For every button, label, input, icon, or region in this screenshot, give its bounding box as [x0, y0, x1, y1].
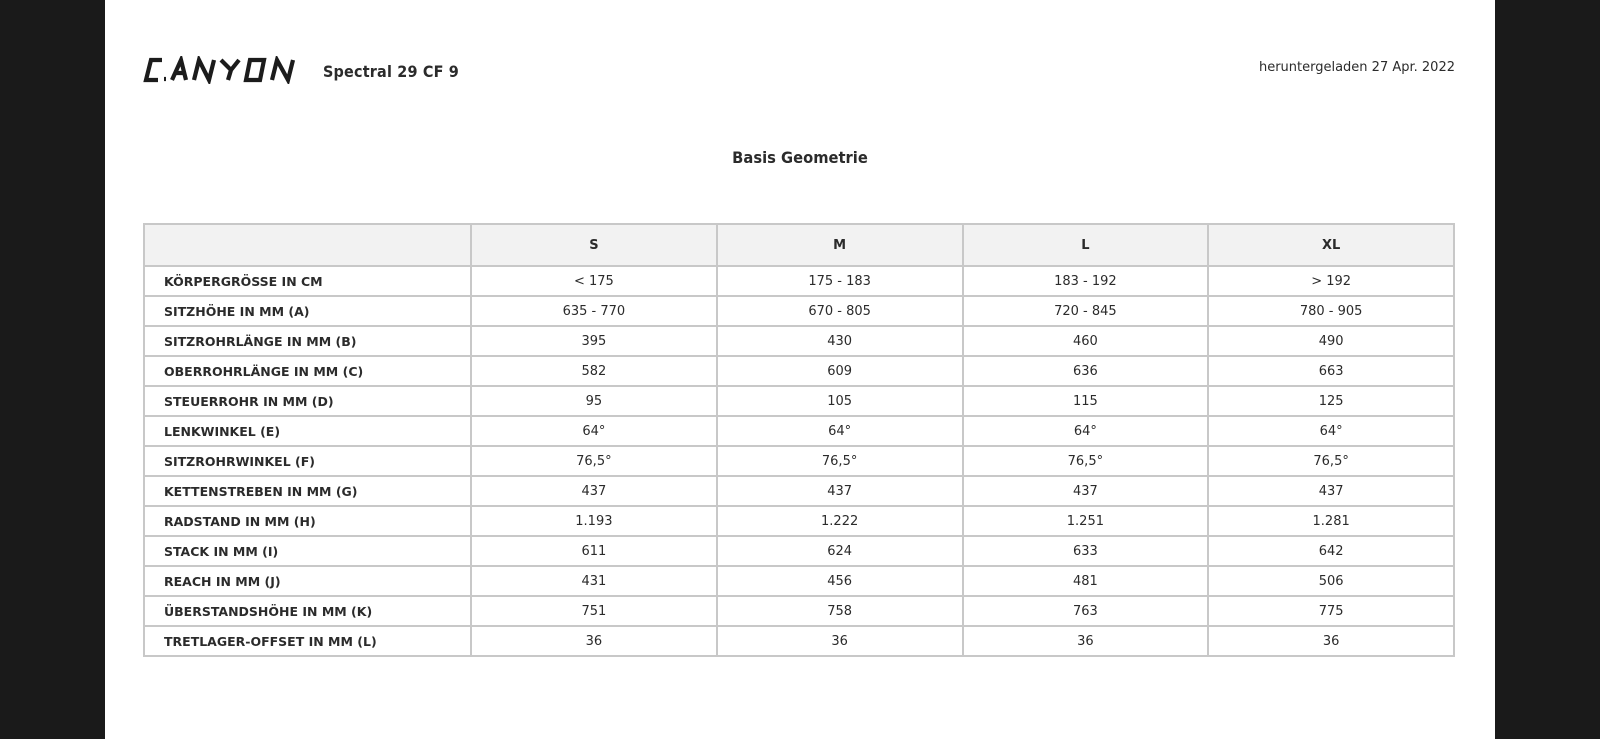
section-title: Basis Geometrie: [732, 148, 868, 167]
column-header-blank: [144, 224, 471, 266]
table-cell: 636: [963, 356, 1209, 386]
table-cell: 642: [1208, 536, 1454, 566]
table-cell: 1.222: [717, 506, 963, 536]
column-header-l: L: [963, 224, 1209, 266]
table-cell: < 175: [471, 266, 717, 296]
table-cell: 36: [1208, 626, 1454, 656]
table-cell: 36: [471, 626, 717, 656]
table-cell: 1.193: [471, 506, 717, 536]
row-label: STEUERROHR IN MM (D): [144, 386, 471, 416]
table-cell: 751: [471, 596, 717, 626]
table-header-row: [144, 224, 1454, 266]
table-cell: 437: [717, 476, 963, 506]
table-cell: 76,5°: [471, 446, 717, 476]
table-cell: 76,5°: [717, 446, 963, 476]
row-label: LENKWINKEL (E): [144, 416, 471, 446]
table-cell: 611: [471, 536, 717, 566]
row-label: ÜBERSTANDSHÖHE IN MM (K): [144, 596, 471, 626]
table-cell: 105: [717, 386, 963, 416]
table-cell: 1.251: [963, 506, 1209, 536]
table-cell: 490: [1208, 326, 1454, 356]
column-header-m: M: [717, 224, 963, 266]
table-cell: 64°: [471, 416, 717, 446]
row-label: RADSTAND IN MM (H): [144, 506, 471, 536]
row-label: KÖRPERGRÖSSE IN CM: [144, 266, 471, 296]
table-row: [144, 266, 1454, 296]
table-row: [144, 566, 1454, 596]
table-cell: 115: [963, 386, 1209, 416]
table-row: [144, 626, 1454, 656]
table-cell: 64°: [1208, 416, 1454, 446]
table-cell: 775: [1208, 596, 1454, 626]
column-header-s: S: [471, 224, 717, 266]
table-row: [144, 596, 1454, 626]
table-cell: 582: [471, 356, 717, 386]
table-cell: 758: [717, 596, 963, 626]
table-cell: 633: [963, 536, 1209, 566]
table-cell: 437: [963, 476, 1209, 506]
table-cell: 36: [717, 626, 963, 656]
row-label: REACH IN MM (J): [144, 566, 471, 596]
table-cell: 64°: [717, 416, 963, 446]
table-row: [144, 356, 1454, 386]
table-cell: 76,5°: [1208, 446, 1454, 476]
table-cell: 95: [471, 386, 717, 416]
row-label: SITZROHRLÄNGE IN MM (B): [144, 326, 471, 356]
row-label: TRETLAGER-OFFSET IN MM (L): [144, 626, 471, 656]
table-cell: 456: [717, 566, 963, 596]
table-cell: 663: [1208, 356, 1454, 386]
table-cell: 624: [717, 536, 963, 566]
table-row: [144, 296, 1454, 326]
table-row: [144, 446, 1454, 476]
table-cell: 430: [717, 326, 963, 356]
table-cell: 64°: [963, 416, 1209, 446]
table-cell: 670 - 805: [717, 296, 963, 326]
row-label: SITZROHRWINKEL (F): [144, 446, 471, 476]
table-cell: 481: [963, 566, 1209, 596]
canyon-logo: [142, 56, 304, 84]
table-cell: > 192: [1208, 266, 1454, 296]
table-cell: 76,5°: [963, 446, 1209, 476]
row-label: OBERROHRLÄNGE IN MM (C): [144, 356, 471, 386]
table-cell: 437: [471, 476, 717, 506]
table-cell: 460: [963, 326, 1209, 356]
table-cell: 125: [1208, 386, 1454, 416]
download-date: heruntergeladen 27 Apr. 2022: [1258, 60, 1455, 75]
table-cell: 437: [1208, 476, 1454, 506]
column-header-xl: XL: [1208, 224, 1454, 266]
table-row: [144, 326, 1454, 356]
table-cell: 720 - 845: [963, 296, 1209, 326]
table-cell: 763: [963, 596, 1209, 626]
table-cell: 506: [1208, 566, 1454, 596]
table-cell: 1.281: [1208, 506, 1454, 536]
table-row: [144, 386, 1454, 416]
table-row: [144, 416, 1454, 446]
table-row: [144, 476, 1454, 506]
table-cell: 395: [471, 326, 717, 356]
table-cell: 183 - 192: [963, 266, 1209, 296]
table-cell: 635 - 770: [471, 296, 717, 326]
row-label: STACK IN MM (I): [144, 536, 471, 566]
table-cell: 780 - 905: [1208, 296, 1454, 326]
geometry-table: [143, 223, 1455, 657]
table-cell: 36: [963, 626, 1209, 656]
table-cell: 175 - 183: [717, 266, 963, 296]
document-page: [105, 0, 1495, 739]
table-cell: 431: [471, 566, 717, 596]
bike-model-title: Spectral 29 CF 9: [323, 62, 460, 81]
row-label: KETTENSTREBEN IN MM (G): [144, 476, 471, 506]
table-row: [144, 536, 1454, 566]
table-cell: 609: [717, 356, 963, 386]
table-row: [144, 506, 1454, 536]
row-label: SITZHÖHE IN MM (A): [144, 296, 471, 326]
